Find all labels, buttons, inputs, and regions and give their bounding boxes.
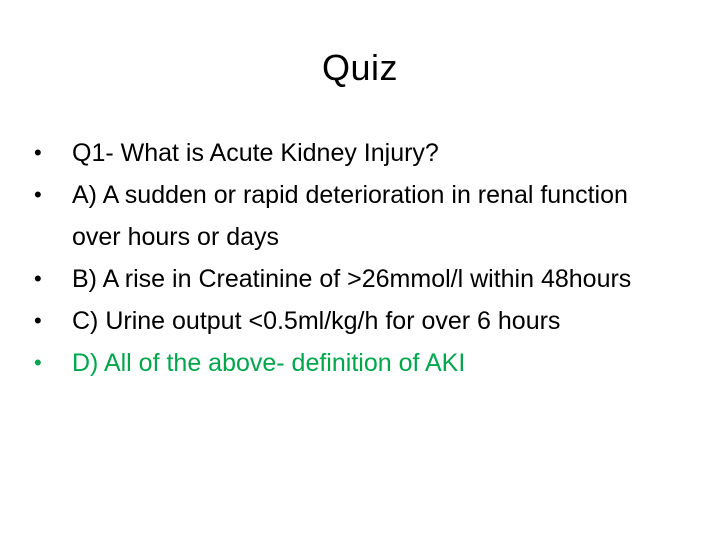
bullet-dot-icon: • [34, 140, 42, 165]
bullet-text: Q1- What is Acute Kidney Injury? [72, 139, 439, 167]
slide-title: Quiz [321, 47, 399, 88]
bullet-dot-icon: • [34, 266, 42, 291]
bullet-option-b [34, 258, 674, 300]
bullet-list [34, 132, 674, 384]
bullet-dot-icon: • [34, 182, 42, 207]
bullet-text: C) Urine output <0.5ml/kg/h for over 6 hours [72, 307, 561, 335]
bullet-option-d-answer [34, 342, 674, 384]
bullet-text: B) A rise in Creatinine of >26mmol/l within 48hours [72, 265, 632, 293]
bullet-dot-icon: • [34, 350, 42, 375]
bullet-text: A) A sudden or rapid deterioration in renal function over hours or days [72, 181, 628, 251]
bullet-text: D) All of the above- definition of AKI [72, 349, 466, 377]
bullet-question [34, 132, 674, 174]
bullet-option-c [34, 300, 674, 342]
bullet-option-a [34, 174, 674, 258]
bullet-dot-icon: • [34, 308, 42, 333]
